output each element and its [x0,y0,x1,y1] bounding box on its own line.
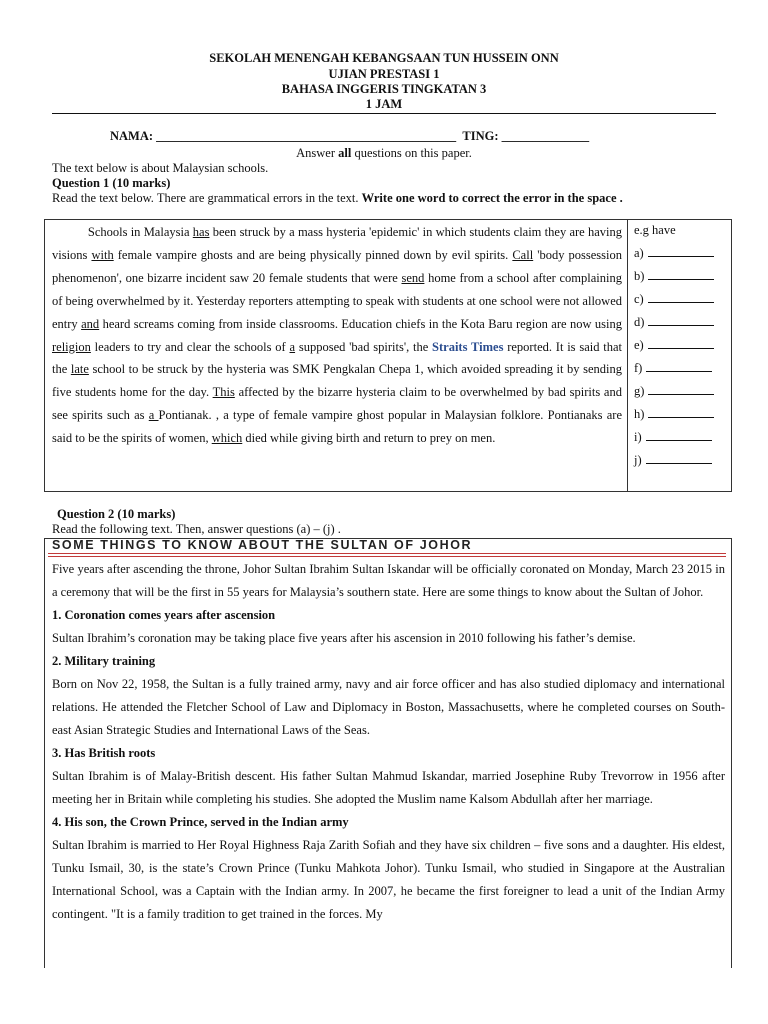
article-paragraph: Five years after ascending the throne, Johor Sultan Ibrahim Sultan Iskandar will be officially coronated on Monday, March 23 2015 in a ceremony that will be the first in 55 years for Malaysia’s southern state. Here are some things to know about the Sultan of Johor. [52,562,725,599]
answer-line[interactable] [648,383,714,395]
answer-label: a) [634,246,644,260]
newspaper-name: Straits Times [432,339,504,354]
answer-blank-a[interactable] [634,245,714,261]
nama-label: NAMA: [110,129,157,143]
article-title: SOME THINGS TO KNOW ABOUT THE SULTAN OF JOHOR [52,538,473,552]
passage-text: heard screams coming from inside classrooms. Education chiefs in the Kota Baru region are now using [99,316,623,331]
answer-line[interactable] [646,360,712,372]
answer-blank-h[interactable] [634,406,714,422]
answer-line[interactable] [648,337,714,349]
article-body [52,558,725,926]
answer-blank-g[interactable] [634,383,714,399]
answer-post: questions on this paper. [351,146,472,160]
article-paragraph: Born on Nov 22, 1958, the Sultan is a fully trained army, navy and air force officer and has also studied diplomacy and international relations. He attended the Fletcher School of Law and Diplomacy in Boston, Massachusetts, where he completed courses on South-east Asian Strategic Studies and International Laws of the Seas. [52,677,725,737]
intro-text: The text below is about Malaysian schools. [52,161,269,175]
answer-label: i) [634,430,642,444]
error-word: with [91,247,114,262]
section-heading: 3. Has British roots [52,746,156,760]
answer-line[interactable] [646,452,712,464]
passage-text: reported. It is said that the [52,339,622,377]
answer-blank-c[interactable] [634,291,714,307]
answer-line[interactable] [648,291,714,303]
answer-label: h) [634,407,645,421]
answer-line[interactable] [648,406,714,418]
q1-instr-bold: Write one word to correct the error in the space . [361,191,623,205]
duration: 1 JAM [365,97,403,111]
title-underline [48,553,726,554]
answer-line[interactable] [648,314,714,326]
answer-blank-j[interactable] [634,452,712,468]
article-paragraph: Sultan Ibrahim’s coronation may be taking place five years after his ascension in 2010 following his father’s demise. [52,631,636,645]
answer-line[interactable] [648,268,714,280]
nama-field[interactable]: ________________________________________________ [156,129,457,143]
answer-label: b) [634,269,645,283]
passage-text: affected by the bizarre hysteria claim to be overwhelmed by bad spirits and see spirits such as [52,385,622,423]
error-word: religion [52,339,91,354]
answer-pre: Answer [296,146,339,160]
name-row [110,129,589,144]
passage-text: leaders to try and clear the schools of [90,339,290,354]
section-heading: 2. Military training [52,654,156,668]
passage-text: Schools in Malaysia [52,225,193,239]
school-name: SEKOLAH MENENGAH KEBANGSAAN TUN HUSSEIN ONN [209,51,559,65]
section-heading: 1. Coronation comes years after ascension [52,608,276,622]
passage-text: supposed 'bad spirits', the [295,339,433,354]
header-divider [52,113,716,114]
error-word: which [211,431,243,446]
error-word: has [192,225,210,239]
q1-title: Question 1 (10 marks) [52,176,171,190]
error-word: late [70,362,89,377]
answer-label: j) [634,453,642,467]
answer-blank-i[interactable] [634,429,712,445]
passage-text: Pontianak. , a type of female vampire ghost popular in Malaysian folklore. Pontianaks are said to be the spirits of women, [52,408,622,446]
ting-field[interactable]: ______________ [501,129,590,143]
exam-title: UJIAN PRESTASI 1 [328,67,440,81]
answer-label: f) [634,361,643,375]
q2-instruction: Read the following text. Then, answer questions (a) – (j) . [52,522,341,536]
ting-label: TING: [462,129,502,143]
q1-instr-plain: Read the text below. There are grammatical errors in the text. [52,191,362,205]
error-word: and [81,316,100,331]
article-paragraph: Sultan Ibrahim is married to Her Royal Highness Raja Zarith Sofiah and they have six children – five sons and a daughter. His eldest, Tunku Ismail, 30, is the state’s Crown Prince (Tunku Mahkota Johor). Tunku Ismail, who studied in Singapore at the Australian International School, was a Captain with the Indian army. In 2007, he became the first foreigner to lead a unit of the Indian Army contingent. "It is a family tradition to get trained in the forces. My [52,838,725,921]
answer-label: e) [634,338,644,352]
answer-label: c) [634,292,644,306]
passage-text: home from a school after complaining of being overwhelmed by it. Yesterday reporters attempting to speak with students at one school were not allowed entry [52,270,622,331]
error-word: a [289,339,296,354]
title-underline-2 [48,556,726,557]
error-word: This [212,385,235,400]
section-heading: 4. His son, the Crown Prince, served in the Indian army [52,815,349,829]
passage-text: been struck by a mass hysteria 'epidemic' in which students claim they are having visions [52,225,622,262]
answer-blank-d[interactable] [634,314,714,330]
answer-blank-f[interactable] [634,360,712,376]
answer-line[interactable] [646,429,712,441]
answer-blank-b[interactable] [634,268,714,284]
error-word: a [148,408,159,423]
q1-passage [52,221,622,450]
answer-bold: all [338,146,352,160]
q1-instruction [52,191,623,206]
answer-label: d) [634,315,645,329]
subject-title: BAHASA INGGERIS TINGKATAN 3 [281,82,487,96]
article-paragraph: Sultan Ibrahim is of Malay-British descent. His father Sultan Mahmud Iskandar, married Josephine Ruby Trevorrow in 1956 after meeting her in Britain while completing his studies. She adopted the Muslim name Kalsom Abdullah after her marriage. [52,769,725,806]
passage-text: 'body possession phenomenon', one bizarre incident saw 20 female students that were [52,247,623,285]
answer-blank-e[interactable] [634,337,714,353]
q1-example: e.g have [634,223,676,237]
error-word: send [401,270,425,285]
passage-text: female vampire ghosts and are being physically pinned down by evil spirits. [113,247,513,262]
passage-text: school to be struck by the hysteria was SMK Pengkalan Chepa 1, which avoided spreading it by sending five students home for the day. [52,362,622,400]
answer-line[interactable] [648,245,714,257]
passage-text: died while giving birth and return to prey on men. [242,431,496,446]
error-word: Call [512,247,534,262]
q2-title: Question 2 (10 marks) [57,507,176,521]
answer-instruction [0,146,768,161]
answer-label: g) [634,384,645,398]
